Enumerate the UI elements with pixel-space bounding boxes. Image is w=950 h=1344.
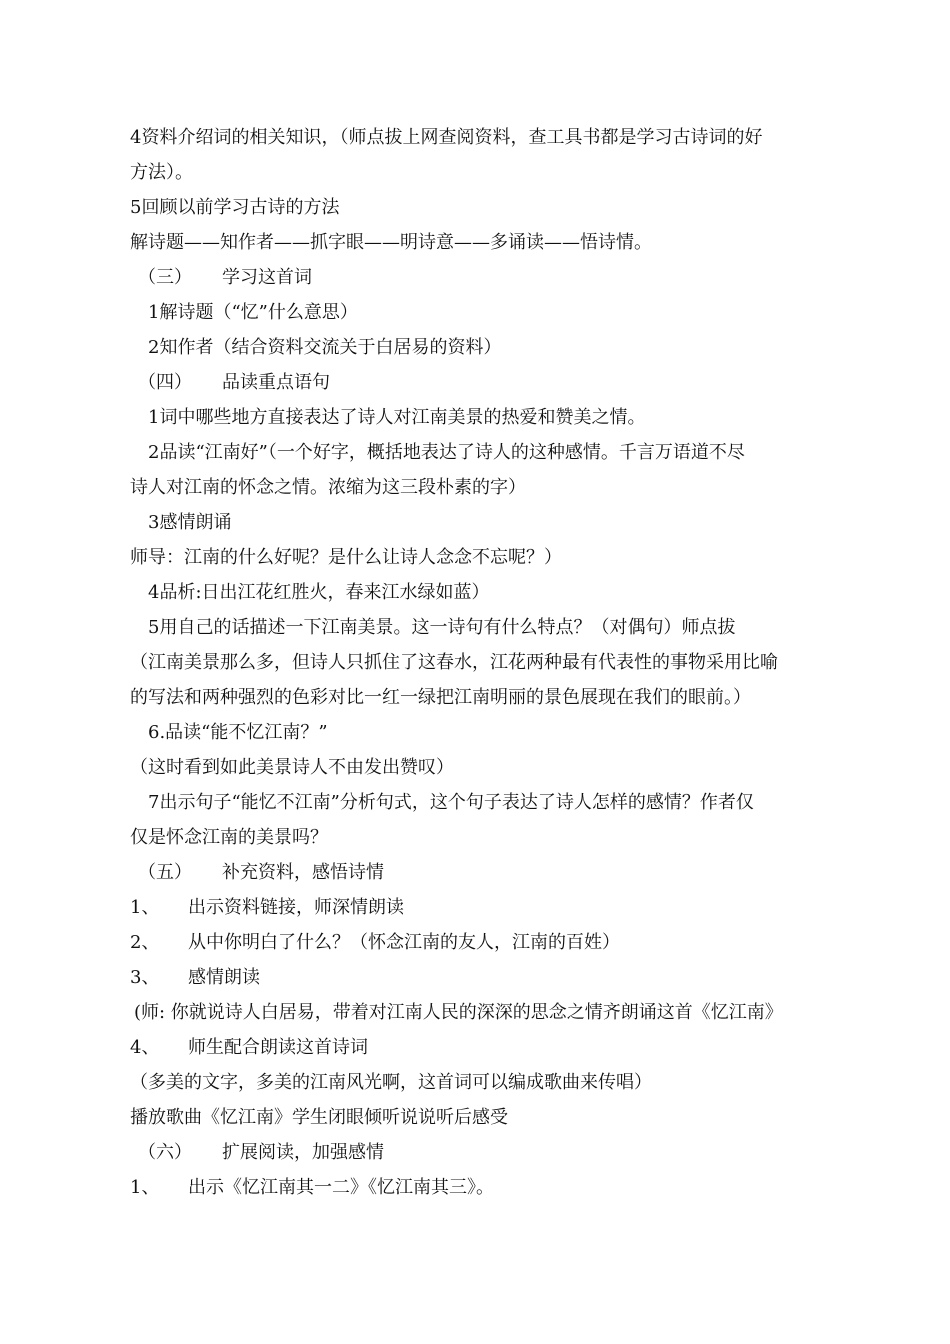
text-line: 1解诗题（“忆”什么意思） <box>148 302 358 323</box>
section-number: （四） <box>138 372 192 393</box>
section-heading <box>130 260 820 295</box>
list-text: 出示《忆江南其一二》《忆江南其三》。 <box>188 1177 494 1198</box>
text-line: 5回顾以前学习古诗的方法 <box>130 197 340 218</box>
text-line: 3感情朗诵 <box>148 512 232 533</box>
list-item <box>130 925 820 960</box>
text-line: 2知作者（结合资料交流关于白居易的资料） <box>148 337 502 358</box>
document-body <box>130 120 820 1205</box>
text-line: 2品读“江南好”（一个好字，概括地表达了诗人的这种感情。千言万语道不尽 <box>148 442 745 463</box>
list-text: 感情朗读 <box>188 967 260 988</box>
section-number: （三） <box>138 267 192 288</box>
text-line: 4资料介绍词的相关知识，（师点拔上网查阅资料，查工具书都是学习古诗词的好 <box>130 127 763 148</box>
section-title: 品读重点语句 <box>222 372 330 393</box>
section-heading <box>130 1135 820 1170</box>
section-title: 扩展阅读，加强感情 <box>222 1142 384 1163</box>
text-line: 仅是怀念江南的美景吗？ <box>130 827 328 848</box>
list-text: 从中你明白了什么？（怀念江南的友人，江南的百姓） <box>188 932 620 953</box>
text-line: 1词中哪些地方直接表达了诗人对江南美景的热爱和赞美之情。 <box>148 407 646 428</box>
list-text: 出示资料链接，师深情朗读 <box>188 897 404 918</box>
text-line: 4品析:日出江花红胜火，春来江水绿如蓝） <box>148 582 490 603</box>
text-line: 5用自己的话描述一下江南美景。这一诗句有什么特点？（对偶句）师点拔 <box>148 617 736 638</box>
list-text: 师生配合朗读这首诗词 <box>188 1037 368 1058</box>
section-number: （六） <box>138 1142 192 1163</box>
section-title: 学习这首词 <box>222 267 312 288</box>
text-line: 6.品读“能不忆江南？” <box>148 722 328 743</box>
list-number: 4、 <box>130 1037 160 1058</box>
list-item <box>130 1170 820 1205</box>
text-line: 解诗题——知作者——抓字眼——明诗意——多诵读——悟诗情。 <box>130 232 652 253</box>
text-line: 播放歌曲《忆江南》学生闭眼倾听说说听后感受 <box>130 1107 508 1128</box>
section-title: 补充资料，感悟诗情 <box>222 862 384 883</box>
section-heading <box>130 855 820 890</box>
text-line: 诗人对江南的怀念之情。浓缩为这三段朴素的字） <box>130 477 526 498</box>
list-number: 1、 <box>130 897 160 918</box>
text-line: 方法）。 <box>130 162 193 183</box>
text-line: （多美的文字，多美的江南风光啊，这首词可以编成歌曲来传唱） <box>130 1072 652 1093</box>
section-heading <box>130 365 820 400</box>
list-number: 3、 <box>130 967 160 988</box>
list-item <box>130 1030 820 1065</box>
section-number: （五） <box>138 862 192 883</box>
list-item <box>130 890 820 925</box>
text-line: （江南美景那么多，但诗人只抓住了这春水，江花两种最有代表性的事物采用比喻 <box>130 652 778 673</box>
text-line: (师: 你就说诗人白居易，带着对江南人民的深深的思念之情齐朗诵这首《忆江南》 <box>134 1002 783 1023</box>
list-number: 2、 <box>130 932 160 953</box>
text-line: 师导：江南的什么好呢？是什么让诗人念念不忘呢？） <box>130 547 562 568</box>
text-line: 7出示句子“能忆不江南”分析句式，这个句子表达了诗人怎样的感情？作者仅 <box>148 792 754 813</box>
list-number: 1、 <box>130 1177 160 1198</box>
text-line: 的写法和两种强烈的色彩对比一红一绿把江南明丽的景色展现在我们的眼前。） <box>130 687 751 708</box>
list-item <box>130 960 820 995</box>
text-line: （这时看到如此美景诗人不由发出赞叹） <box>130 757 454 778</box>
